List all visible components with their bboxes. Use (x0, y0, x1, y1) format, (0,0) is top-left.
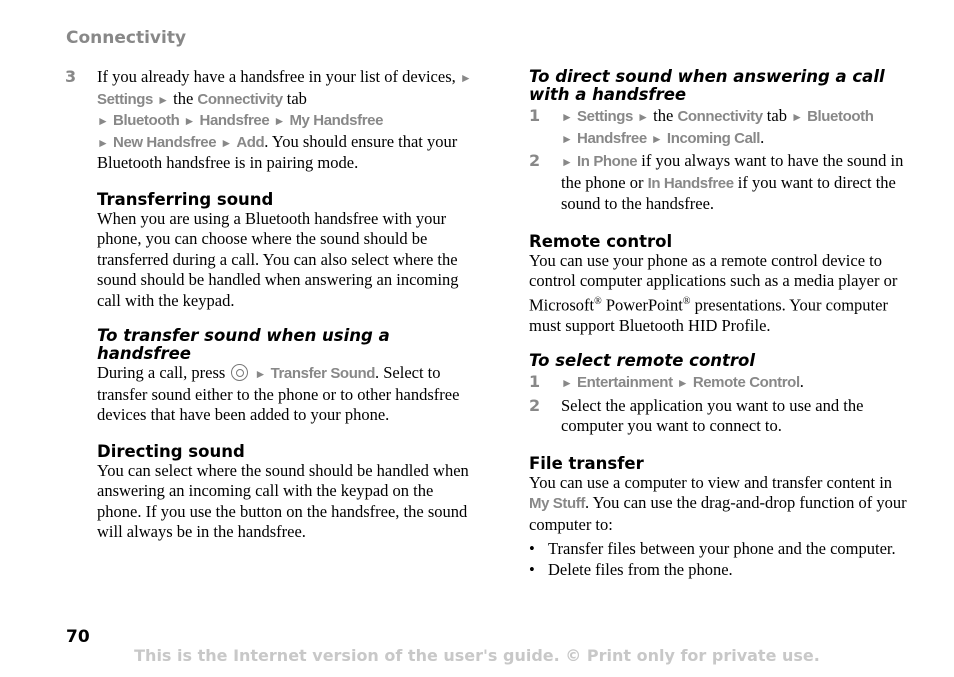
step-number: 2 (529, 395, 541, 415)
menu-arrow-icon: ► (791, 110, 803, 124)
step-number: 3 (65, 67, 77, 86)
menu-arrow-icon: ► (650, 131, 663, 146)
menu-arrow-icon: ► (183, 114, 196, 128)
menu-connectivity: Connectivity (197, 90, 283, 108)
menu-settings: Settings (577, 108, 633, 125)
heading-transferring-sound: Transferring sound (97, 189, 274, 209)
menu-arrow-icon: ► (97, 135, 109, 150)
navigation-key-icon (231, 364, 248, 381)
paragraph-remote-control: You can use your phone as a remote control device to control computer applications such as a media player or Microsoft® PowerPoint® presentations. Your computer must support Bluetooth HID Profile. (529, 250, 898, 335)
menu-connectivity: Connectivity (677, 108, 763, 125)
menu-in-phone: In Phone (577, 153, 638, 170)
footer-notice: This is the Internet version of the user's guide. © Print only for private use. (134, 646, 820, 665)
heading-directing-sound: Directing sound (97, 441, 245, 461)
menu-entertainment: Entertainment (577, 374, 673, 391)
paragraph-file-transfer: You can use a computer to view and transfer content in My Stuff. You can use the drag-and-drop function of your computer to: (529, 472, 907, 534)
menu-handsfree: Handsfree (199, 112, 270, 129)
registered-mark: ® (682, 295, 691, 307)
paragraph-transferring: When you are using a Bluetooth handsfree with your phone, you can choose where the sound should be transferred during a call. You can also select where the sound should be handled when answering an incoming call with the keypad. (97, 208, 459, 310)
heading-remote-control: Remote control (529, 231, 673, 251)
menu-new-handsfree: New Handsfree (113, 133, 217, 151)
step-number: 1 (529, 106, 541, 125)
remote-step-1: 1 ► Entertainment ► Remote Control. (529, 372, 804, 391)
menu-arrow-icon: ► (561, 110, 573, 124)
menu-arrow-icon: ► (637, 110, 650, 124)
page-number: 70 (66, 627, 90, 647)
remote-step-2: 2 Select the application you want to use and the computer you want to connect to. (529, 395, 864, 435)
menu-bluetooth: Bluetooth (113, 112, 180, 129)
heading-file-transfer: File transfer (529, 453, 644, 473)
list-item: • Transfer files between your phone and the computer. (529, 539, 909, 560)
right-column (529, 68, 909, 580)
menu-arrow-icon: ► (254, 367, 267, 381)
file-transfer-list (529, 539, 909, 580)
menu-arrow-icon: ► (561, 131, 573, 146)
menu-settings: Settings (97, 90, 153, 108)
menu-my-handsfree: My Handsfree (289, 112, 384, 129)
direct-step-2: 2 ► In Phone if you always want to have the sound in the phone or In Handsfree if you want to direct the sound to the handsfree. (529, 151, 904, 213)
section-header: Connectivity (66, 28, 187, 48)
step-number: 2 (529, 151, 541, 170)
list-item: • Delete files from the phone. (529, 560, 909, 581)
paragraph-directing: You can select where the sound should be handled when answering an incoming call with the keypad on the phone. If you use the button on the handsfree, the sound will always be in the handsfree. (97, 460, 469, 541)
heading-to-direct-sound: To direct sound when answering a call with a handsfree (529, 67, 885, 104)
menu-transfer-sound: Transfer Sound (270, 365, 375, 382)
menu-arrow-icon: ► (97, 114, 109, 128)
registered-mark: ® (594, 295, 602, 307)
menu-arrow-icon: ► (220, 135, 233, 150)
menu-arrow-icon: ► (459, 71, 472, 85)
step-number: 1 (529, 372, 541, 391)
paragraph-to-transfer: During a call, press ► Transfer Sound. Select to transfer sound either to the phone or to other handsfree devices that have been added to your phone. (97, 363, 460, 424)
menu-in-handsfree: In Handsfree (647, 174, 734, 192)
step-3 (65, 67, 472, 174)
menu-arrow-icon: ► (273, 114, 286, 128)
menu-arrow-icon: ► (561, 155, 573, 169)
menu-bluetooth: Bluetooth (807, 108, 874, 125)
heading-select-remote-control: To select remote control (529, 351, 756, 370)
heading-to-transfer-sound: To transfer sound when using a handsfree (97, 326, 390, 363)
menu-arrow-icon: ► (676, 376, 689, 390)
menu-add: Add (236, 133, 265, 151)
left-column (65, 67, 472, 543)
step-3-text: If you already have a handsfree in your list of devices, ► Settings ► the Connectivity tab ► Bluetooth ► Handsfree ► My Handsfree ► New Handsfree ► Add. You should ensure that your Bluetooth handsfree is in pairing mode. (97, 67, 472, 172)
menu-handsfree: Handsfree (577, 129, 647, 147)
menu-arrow-icon: ► (157, 92, 169, 107)
menu-arrow-icon: ► (561, 376, 573, 390)
direct-step-1: 1 ► Settings ► the Connectivity tab ► Bluetooth ► Handsfree ► Incoming Call. (529, 106, 874, 147)
menu-incoming-call: Incoming Call (666, 129, 761, 147)
menu-remote-control: Remote Control (692, 374, 800, 391)
menu-my-stuff: My Stuff (529, 495, 585, 512)
